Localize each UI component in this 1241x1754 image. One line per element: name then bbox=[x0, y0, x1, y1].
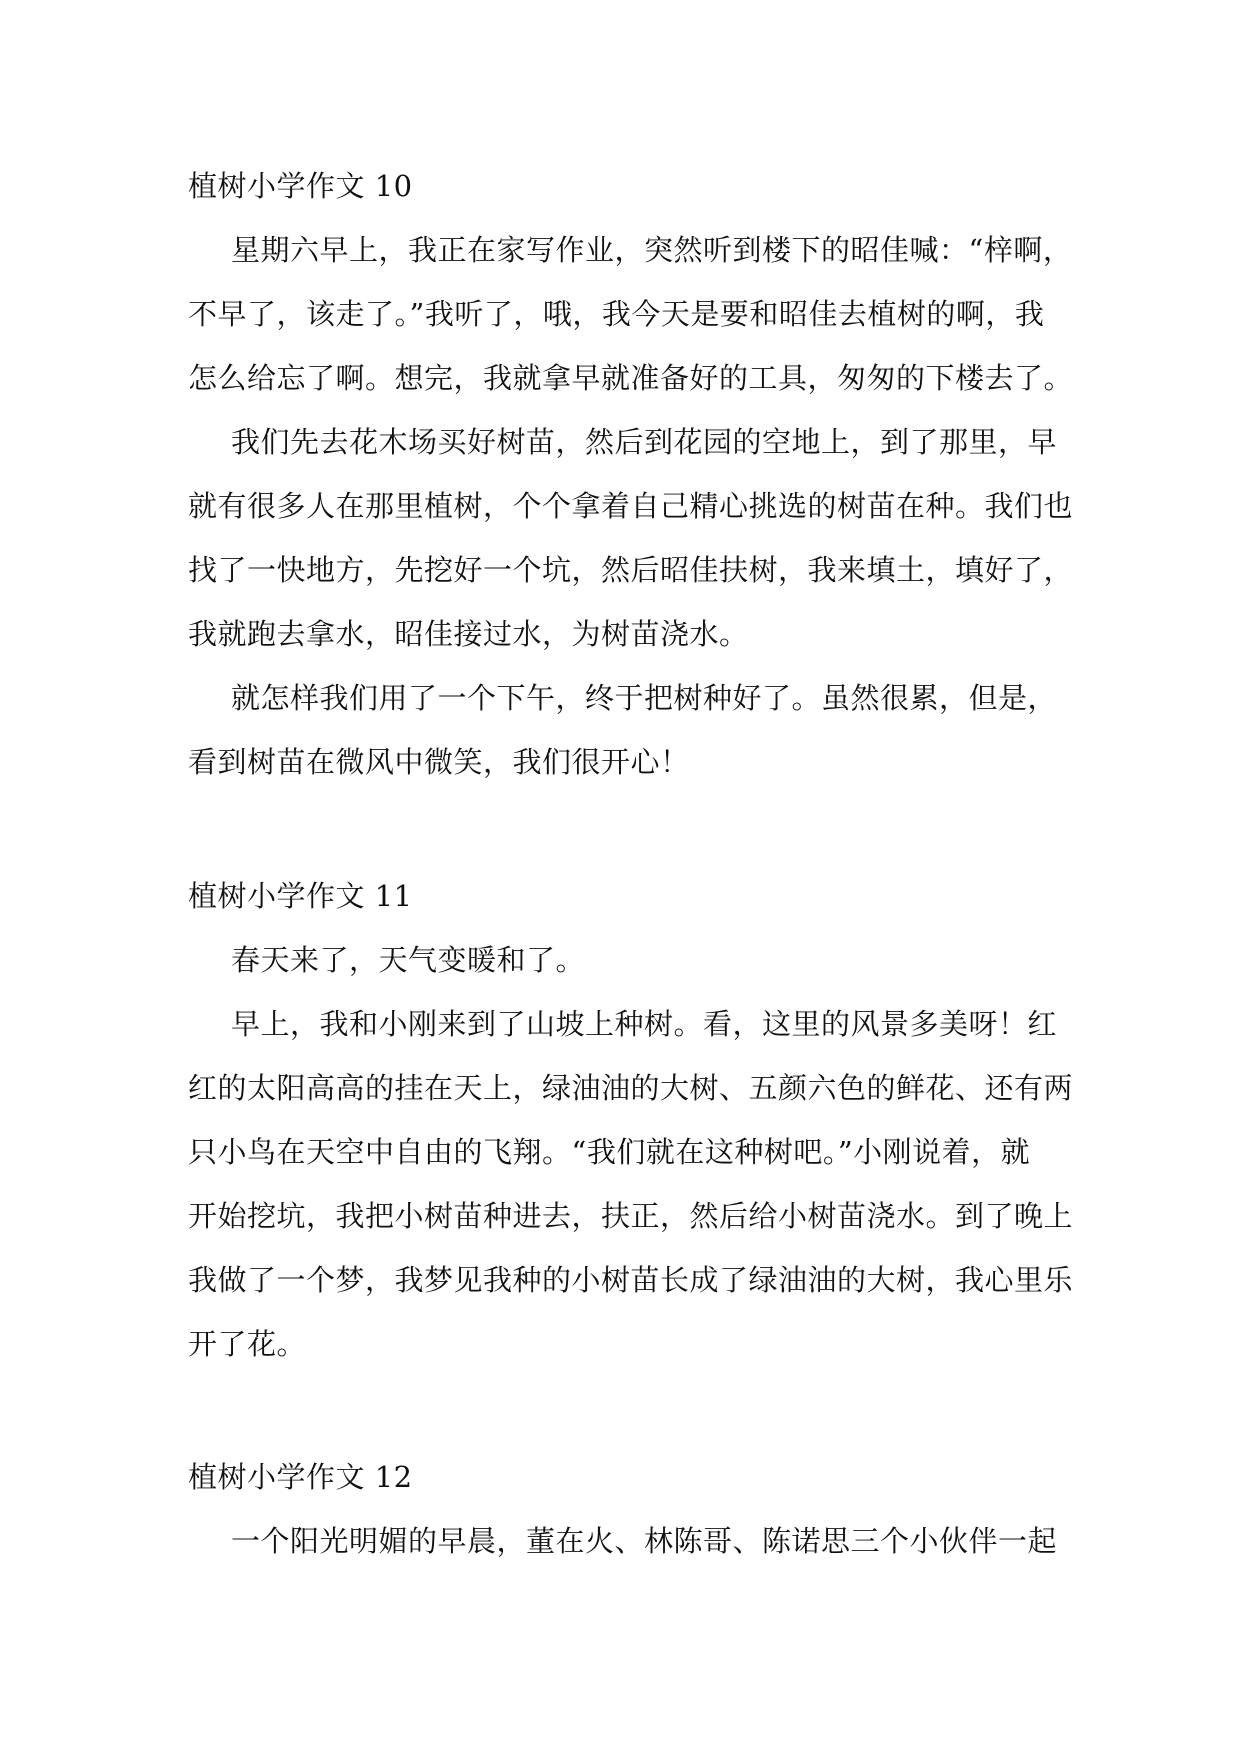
paragraph-line: 一个阳光明媚的早晨，董在火、林陈哥、陈诺思三个小伙伴一起 bbox=[231, 1524, 1058, 1558]
section-title: 植树小学作文 12 bbox=[188, 1460, 413, 1494]
paragraph-line: 开了花。 bbox=[188, 1327, 307, 1361]
paragraph-line: 我们先去花木场买好树苗，然后到花园的空地上，到了那里，早 bbox=[231, 425, 1058, 459]
paragraph-line: 我就跑去拿水，昭佳接过水，为树苗浇水。 bbox=[188, 617, 749, 651]
paragraph-line: 早上，我和小刚来到了山坡上种树。看，这里的风景多美呀！红 bbox=[231, 1007, 1058, 1041]
paragraph-line: 就怎样我们用了一个下午，终于把树种好了。虽然很累，但是， bbox=[231, 681, 1058, 715]
paragraph-line: 春天来了，天气变暖和了。 bbox=[231, 943, 586, 977]
paragraph-line: 就有很多人在那里植树，个个拿着自己精心挑选的树苗在种。我们也 bbox=[188, 489, 1074, 523]
paragraph-line: 红的太阳高高的挂在天上，绿油油的大树、五颜六色的鲜花、还有两 bbox=[188, 1071, 1074, 1105]
paragraph-line: 我做了一个梦，我梦见我种的小树苗长成了绿油油的大树，我心里乐 bbox=[188, 1263, 1074, 1297]
section-title: 植树小学作文 11 bbox=[188, 879, 413, 913]
paragraph-line: 不早了，该走了。”我听了，哦，我今天是要和昭佳去植树的啊，我 bbox=[188, 297, 1045, 331]
paragraph-line: 只小鸟在天空中自由的飞翔。“我们就在这种树吧。”小刚说着，就 bbox=[188, 1135, 1031, 1169]
paragraph-line: 找了一快地方，先挖好一个坑，然后昭佳扶树，我来填土，填好了， bbox=[188, 553, 1074, 587]
paragraph-line: 看到树苗在微风中微笑，我们很开心！ bbox=[188, 745, 690, 779]
paragraph-line: 星期六早上，我正在家写作业，突然听到楼下的昭佳喊：“梓啊， bbox=[231, 233, 1073, 267]
paragraph-line: 开始挖坑，我把小树苗种进去，扶正，然后给小树苗浇水。到了晚上 bbox=[188, 1199, 1074, 1233]
section-title: 植树小学作文 10 bbox=[188, 169, 413, 203]
paragraph-line: 怎么给忘了啊。想完，我就拿早就准备好的工具，匆匆的下楼去了。 bbox=[188, 361, 1074, 395]
